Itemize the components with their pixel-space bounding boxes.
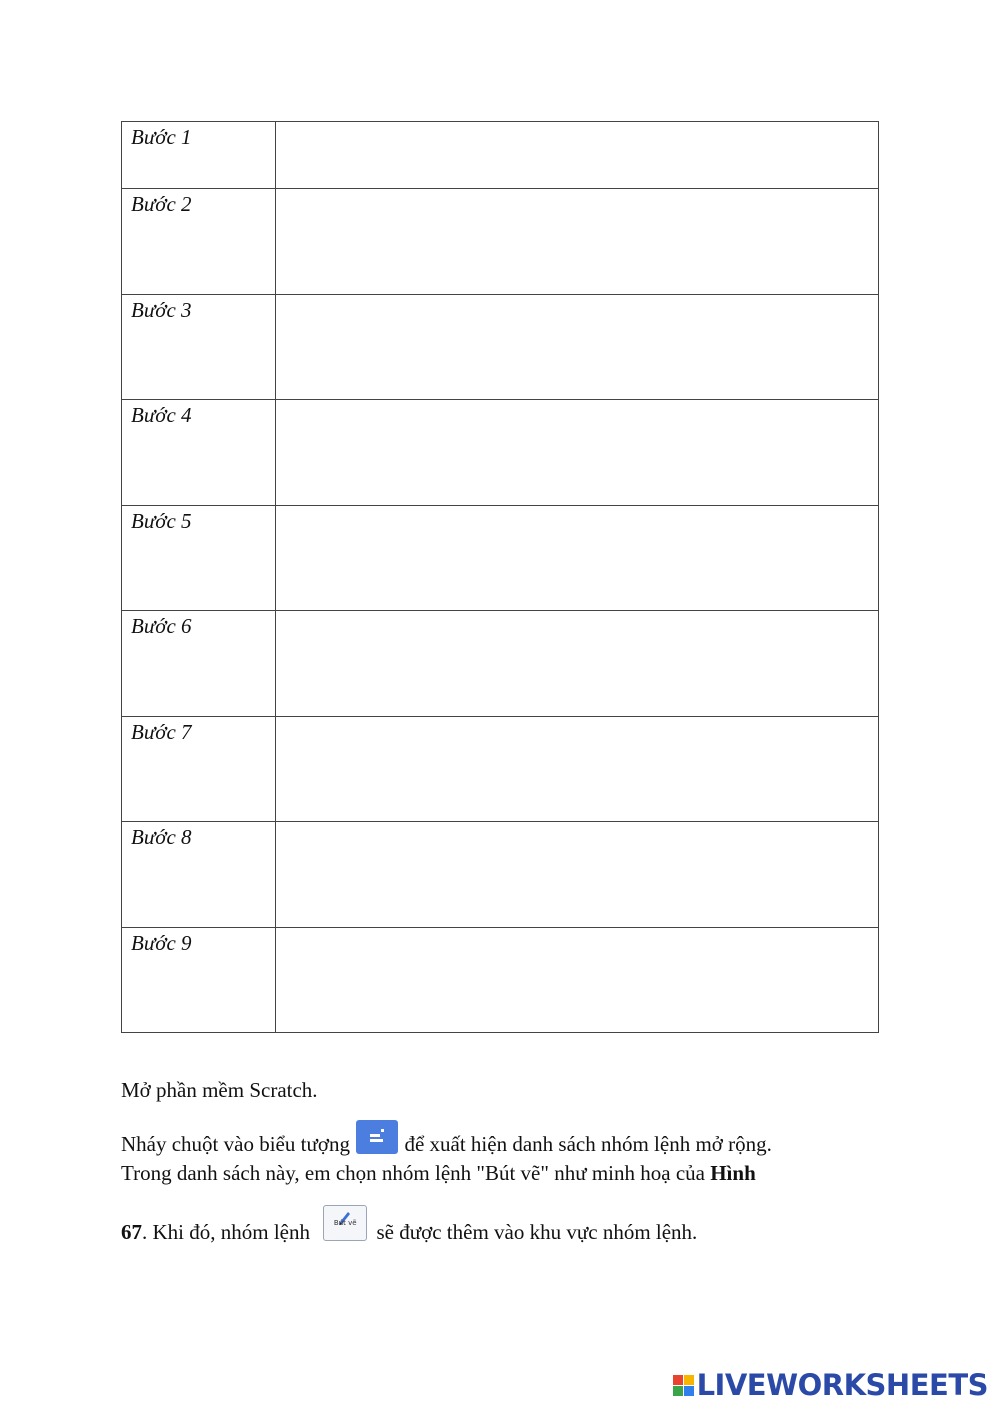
- step-label: Bước 9: [122, 928, 276, 1033]
- step-row: [122, 122, 879, 189]
- instruction-text: để xuất hiện danh sách nhóm lệnh mở rộng.: [404, 1132, 772, 1156]
- pen-icon: [323, 1205, 367, 1241]
- step-label: Bước 6: [122, 611, 276, 717]
- brand-mark-square: [673, 1386, 683, 1396]
- instruction-text: Nháy chuột vào biểu tượng: [121, 1132, 350, 1156]
- step-label: Bước 3: [122, 295, 276, 400]
- instruction-text: sẽ được thêm vào khu vực nhóm lệnh.: [376, 1220, 698, 1244]
- step-row: [122, 400, 879, 506]
- pen-icon-label: Bút vẽ: [333, 1219, 357, 1227]
- brand-mark-square: [684, 1386, 694, 1396]
- step-row: [122, 295, 879, 400]
- instruction-text: Trong danh sách này, em chọn nhóm lệnh "Bút vẽ" như minh hoạ của: [121, 1161, 705, 1185]
- step-label: Bước 1: [122, 122, 276, 189]
- step-answer-cell[interactable]: [276, 295, 879, 400]
- figure-reference: Hình: [710, 1161, 756, 1185]
- step-answer-cell[interactable]: [276, 189, 879, 295]
- instruction-text: . Khi đó, nhóm lệnh: [142, 1220, 310, 1244]
- step-row: [122, 611, 879, 717]
- step-label: Bước 2: [122, 189, 276, 295]
- steps-table: [121, 121, 879, 1033]
- brand-mark-square: [684, 1375, 694, 1385]
- step-answer-cell[interactable]: [276, 717, 879, 822]
- step-answer-cell[interactable]: [276, 928, 879, 1033]
- step-label: Bước 4: [122, 400, 276, 506]
- instruction-open-scratch: Mở phần mềm Scratch.: [121, 1078, 318, 1102]
- brand-mark-square: [673, 1375, 683, 1385]
- extension-blocks-icon: [356, 1120, 398, 1154]
- step-row: [122, 506, 879, 611]
- instruction-extension: [121, 1120, 861, 1188]
- step-answer-cell[interactable]: [276, 400, 879, 506]
- step-label: Bước 7: [122, 717, 276, 822]
- step-row: [122, 189, 879, 295]
- liveworksheets-logo: [673, 1368, 988, 1402]
- step-answer-cell[interactable]: [276, 506, 879, 611]
- brand-name: LIVEWORKSHEETS: [696, 1368, 988, 1402]
- instruction-pen-group: [121, 1205, 861, 1247]
- step-answer-cell[interactable]: [276, 122, 879, 189]
- step-label: Bước 8: [122, 822, 276, 928]
- liveworksheets-mark-icon: [673, 1375, 694, 1396]
- figure-number: 67: [121, 1220, 142, 1244]
- step-label: Bước 5: [122, 506, 276, 611]
- step-answer-cell[interactable]: [276, 611, 879, 717]
- step-row: [122, 928, 879, 1033]
- step-answer-cell[interactable]: [276, 822, 879, 928]
- step-row: [122, 717, 879, 822]
- step-row: [122, 822, 879, 928]
